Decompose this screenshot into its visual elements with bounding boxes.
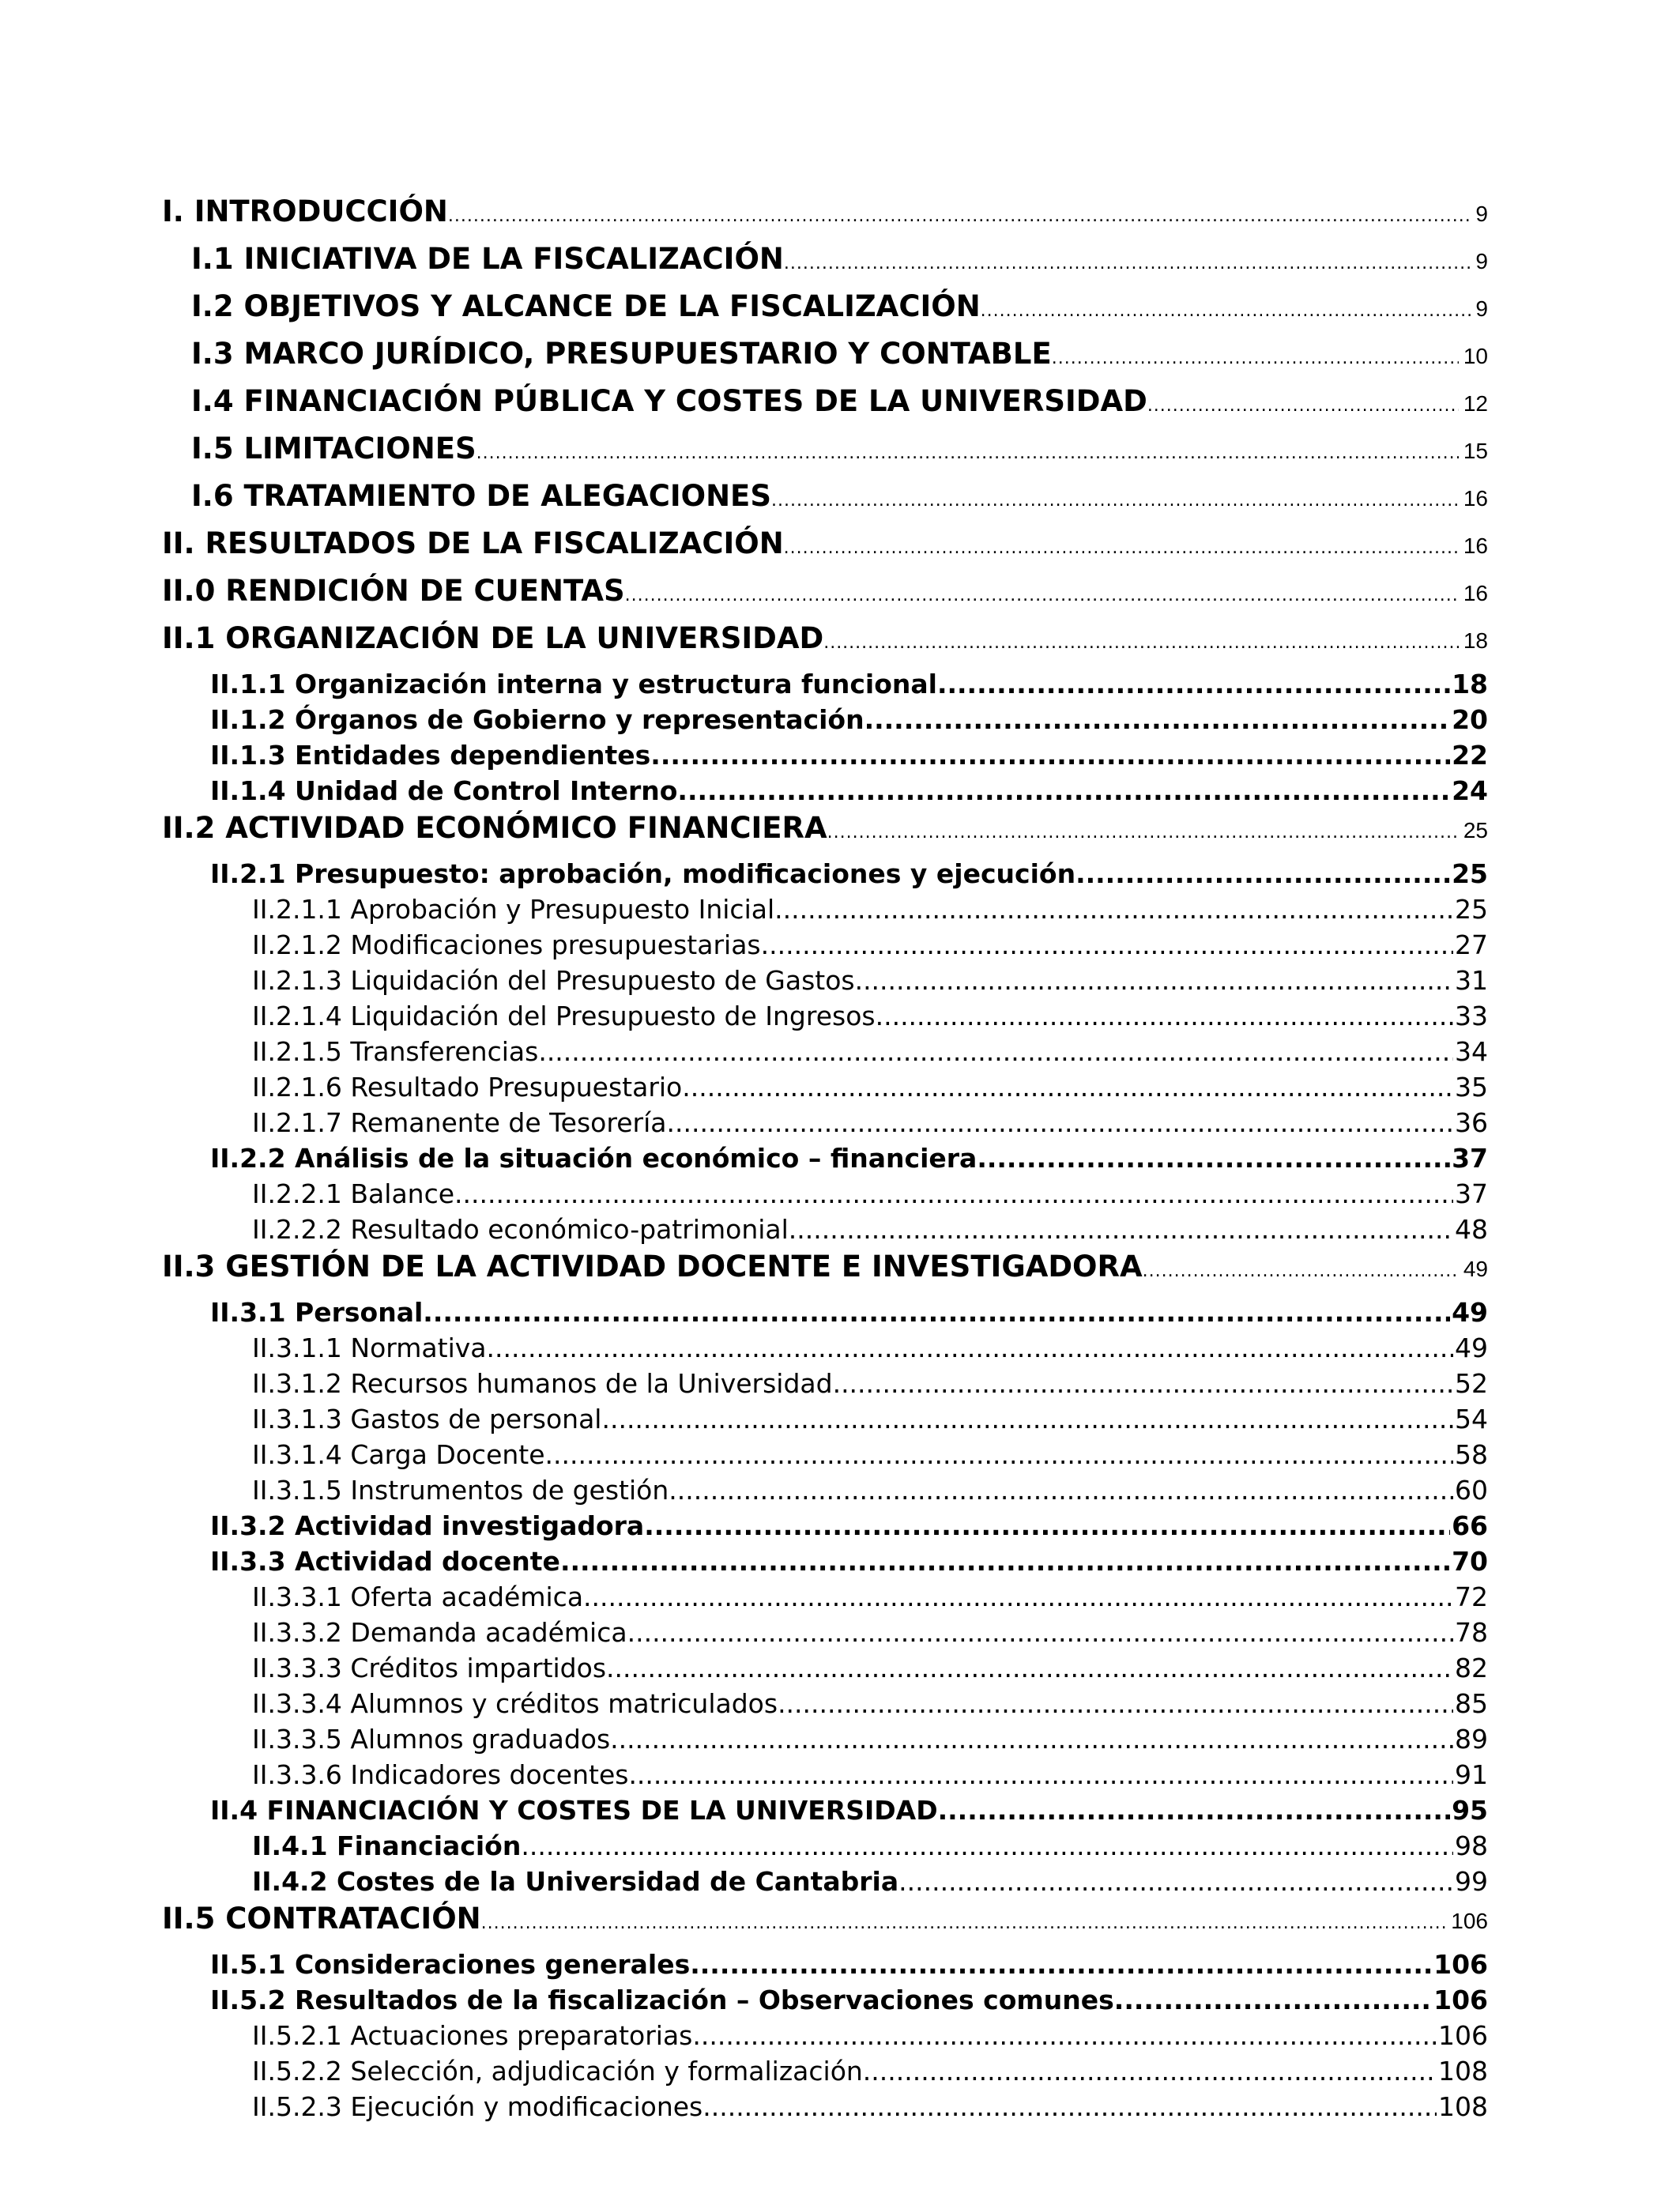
- toc-entry-title: II.4.2 Costes de la Universidad de Cantabria: [252, 1866, 899, 1897]
- toc-entry-title: II.3.3 Actividad docente: [210, 1546, 560, 1577]
- toc-entry-title: II. RESULTADOS DE LA FISCALIZACIÓN: [162, 526, 784, 560]
- toc-leader-dots: [1052, 349, 1459, 368]
- toc-entry[interactable]: [0, 1107, 1488, 1143]
- toc-entry-title: II.2.1.4 Liquidación del Presupuesto de Ingresos: [252, 1001, 876, 1031]
- toc-leader-dots: [981, 301, 1471, 321]
- toc-entry-page: 36: [1455, 1107, 1488, 1138]
- toc-entry-page: 49: [1463, 1257, 1488, 1281]
- toc-entry[interactable]: [0, 929, 1488, 965]
- toc-leader-dots: [855, 965, 1453, 996]
- toc-leader-dots: [864, 704, 1450, 735]
- toc-entry-title: II.1.3 Entidades dependientes: [210, 740, 651, 771]
- toc-entry-page: 9: [1475, 249, 1488, 273]
- toc-entry[interactable]: [0, 1475, 1488, 1510]
- toc-entry-title: I.6 TRATAMIENTO DE ALEGACIONES: [191, 479, 771, 513]
- toc-entry-page: 82: [1455, 1653, 1488, 1683]
- toc-leader-dots: [778, 1688, 1453, 1719]
- toc-leader-dots: [481, 1913, 1447, 1933]
- toc-leader-dots: [625, 586, 1459, 605]
- toc-entry-title: II.3.1.3 Gastos de personal: [252, 1404, 602, 1434]
- toc-entry-title: II.3.2 Actividad investigadora: [210, 1510, 645, 1541]
- toc-leader-dots: [560, 1546, 1450, 1577]
- toc-leader-dots: [448, 206, 1471, 226]
- toc-entry-title: II.0 RENDICIÓN DE CUENTAS: [162, 574, 625, 608]
- toc-entry-title: II.4 FINANCIACIÓN Y COSTES DE LA UNIVERSIDAD: [210, 1795, 938, 1826]
- toc-leader-dots: [833, 1368, 1453, 1399]
- toc-leader-dots: [977, 1143, 1450, 1174]
- toc-entry-page: 106: [1433, 1949, 1488, 1980]
- toc-entry[interactable]: [0, 242, 1488, 289]
- toc-entry-title: I.5 LIMITACIONES: [191, 432, 477, 466]
- toc-leader-dots: [827, 823, 1459, 843]
- toc-entry-title: II.1.2 Órganos de Gobierno y representación: [210, 704, 864, 735]
- toc-entry-page: 49: [1452, 1297, 1488, 1328]
- toc-entry-page: 22: [1452, 740, 1488, 771]
- toc-leader-dots: [644, 1510, 1450, 1541]
- toc-entry-page: 108: [1438, 2091, 1488, 2122]
- toc-entry-title: II.5.2.3 Ejecución y modificaciones: [252, 2091, 703, 2122]
- toc-entry-page: 89: [1455, 1724, 1488, 1755]
- toc-entry[interactable]: [0, 1902, 1488, 1949]
- toc-entry-title: I.3 MARCO JURÍDICO, PRESUPUESTARIO Y CONTABLE: [191, 337, 1052, 371]
- toc-leader-dots: [771, 491, 1459, 511]
- toc-entry-page: 25: [1452, 858, 1488, 889]
- toc-entry-page: 12: [1463, 391, 1488, 416]
- toc-entry[interactable]: [0, 1178, 1488, 1214]
- toc-entry[interactable]: [0, 1688, 1488, 1724]
- toc-entry-page: 106: [1438, 2020, 1488, 2051]
- toc-entry-title: II.2.1.7 Remanente de Tesorería: [252, 1107, 667, 1138]
- toc-leader-dots: [876, 1001, 1453, 1031]
- toc-leader-dots: [761, 929, 1453, 960]
- toc-entry-page: 54: [1455, 1404, 1488, 1434]
- toc-entry-title: II.5.2.2 Selección, adjudicación y formalización.: [252, 2056, 872, 2087]
- toc-entry-title: II.3.3.1 Oferta académica: [252, 1581, 584, 1612]
- toc-entry-title: II.5.2 Resultados de la fiscalización – Observaciones comunes: [210, 1985, 1114, 2015]
- toc-leader-dots: [610, 1724, 1453, 1755]
- toc-entry-title: II.5.1 Consideraciones generales: [210, 1949, 691, 1980]
- toc-leader-dots: [487, 1333, 1453, 1363]
- toc-entry[interactable]: [0, 194, 1488, 242]
- toc-entry[interactable]: [0, 337, 1488, 384]
- toc-entry[interactable]: [0, 669, 1488, 704]
- toc-entry[interactable]: [0, 2091, 1488, 2127]
- toc-entry-page: 99: [1455, 1866, 1488, 1897]
- toc-leader-dots: [784, 538, 1459, 558]
- toc-entry-page: 16: [1463, 581, 1488, 605]
- toc-entry-title: I.1 INICIATIVA DE LA FISCALIZACIÓN: [191, 242, 784, 276]
- toc-entry-page: 24: [1452, 775, 1488, 806]
- toc-entry-title: II.2 ACTIVIDAD ECONÓMICO FINANCIERA: [162, 811, 827, 845]
- toc-leader-dots: [703, 2091, 1437, 2122]
- toc-entry-page: 10: [1463, 344, 1488, 368]
- toc-entry-title: II.2.2 Análisis de la situación económico – financiera: [210, 1143, 977, 1174]
- toc-entry-page: 16: [1463, 486, 1488, 511]
- toc-entry[interactable]: [0, 1297, 1488, 1333]
- toc-entry-page: 95: [1452, 1795, 1488, 1826]
- toc-entry[interactable]: [0, 1001, 1488, 1036]
- toc-entry[interactable]: [0, 1759, 1488, 1795]
- toc-leader-dots: [774, 894, 1453, 925]
- toc-entry-title: II.1.4 Unidad de Control Interno: [210, 775, 678, 806]
- toc-entry-page: 108: [1438, 2056, 1488, 2087]
- toc-leader-dots: [690, 1949, 1432, 1980]
- toc-entry[interactable]: [0, 894, 1488, 929]
- toc-entry[interactable]: [0, 1404, 1488, 1439]
- toc-entry-page: 15: [1463, 439, 1488, 463]
- toc-leader-dots: [606, 1653, 1453, 1683]
- toc-leader-dots: [583, 1581, 1453, 1612]
- toc-entry[interactable]: [0, 858, 1488, 894]
- toc-leader-dots: [938, 1795, 1450, 1826]
- toc-leader-dots: [682, 1072, 1453, 1103]
- toc-entry-page: 70: [1452, 1546, 1488, 1577]
- toc-entry-page: 18: [1452, 669, 1488, 699]
- toc-entry-page: 16: [1463, 533, 1488, 558]
- toc-leader-dots: [823, 633, 1459, 653]
- toc-entry-page: 98: [1455, 1830, 1488, 1861]
- toc-entry-title: II.5.2.1 Actuaciones preparatorias: [252, 2020, 693, 2051]
- toc-entry[interactable]: [0, 384, 1488, 432]
- toc-entry[interactable]: [0, 1581, 1488, 1617]
- toc-entry-title: II.3.3.3 Créditos impartidos: [252, 1653, 607, 1683]
- toc-entry-page: 58: [1455, 1439, 1488, 1470]
- toc-entry[interactable]: [0, 1250, 1488, 1297]
- toc-entry-page: 52: [1455, 1368, 1488, 1399]
- toc-entry[interactable]: [0, 1036, 1488, 1072]
- toc-leader-dots: [650, 740, 1450, 771]
- toc-entry-title: II.2.1.1 Aprobación y Presupuesto Inicial: [252, 894, 775, 925]
- toc-entry-title: I. INTRODUCCIÓN: [162, 194, 448, 228]
- toc-entry[interactable]: [0, 1985, 1488, 2020]
- toc-entry-title: II.1.1 Organización interna y estructura funcional: [210, 669, 937, 699]
- toc-entry-page: 34: [1455, 1036, 1488, 1067]
- toc-entry[interactable]: [0, 289, 1488, 337]
- toc-leader-dots: [521, 1830, 1453, 1861]
- toc-entry-title: II.3.3.2 Demanda académica: [252, 1617, 627, 1648]
- toc-entry-page: 25: [1463, 818, 1488, 843]
- toc-entry-title: II.3 GESTIÓN DE LA ACTIVIDAD DOCENTE E INVESTIGADORA: [162, 1250, 1143, 1284]
- toc-entry[interactable]: [0, 1866, 1488, 1902]
- toc-entry[interactable]: [0, 965, 1488, 1001]
- toc-entry[interactable]: [0, 1143, 1488, 1178]
- toc-entry[interactable]: [0, 432, 1488, 479]
- toc-leader-dots: [1075, 858, 1450, 889]
- toc-entry-page: 35: [1455, 1072, 1488, 1103]
- toc-entry-title: II.3.1.1 Normativa: [252, 1333, 487, 1363]
- toc-entry-title: II.2.2.1 Balance: [252, 1178, 455, 1209]
- toc-entry-page: 91: [1455, 1759, 1488, 1790]
- toc-entry-title: II.4.1 Financiación: [252, 1830, 522, 1861]
- toc-entry[interactable]: [0, 1724, 1488, 1759]
- toc-entry-title: II.3.3.5 Alumnos graduados: [252, 1724, 611, 1755]
- toc-entry-title: II.2.2.2 Resultado económico-patrimonial: [252, 1214, 789, 1245]
- toc-entry[interactable]: [0, 1510, 1488, 1546]
- toc-entry-title: II.3.3.6 Indicadores docentes: [252, 1759, 629, 1790]
- toc-entry[interactable]: [0, 1795, 1488, 1830]
- toc-entry-page: 85: [1455, 1688, 1488, 1719]
- toc-entry[interactable]: [0, 811, 1488, 858]
- toc-entry-page: 20: [1452, 704, 1488, 735]
- toc-leader-dots: [871, 2056, 1437, 2087]
- toc-entry-title: II.2.1 Presupuesto: aprobación, modificaciones y ejecución: [210, 858, 1076, 889]
- toc-entry-title: II.2.1.5 Transferencias: [252, 1036, 539, 1067]
- toc-entry[interactable]: [0, 1368, 1488, 1404]
- toc-entry-title: II.2.1.6 Resultado Presupuestario: [252, 1072, 683, 1103]
- toc-entry-page: 60: [1455, 1475, 1488, 1506]
- toc-entry-page: 66: [1452, 1510, 1488, 1541]
- toc-entry-page: 37: [1455, 1178, 1488, 1209]
- toc-entry-title: II.5 CONTRATACIÓN: [162, 1902, 481, 1936]
- toc-entry-page: 106: [1433, 1985, 1488, 2015]
- toc-entry-title: II.3.1.2 Recursos humanos de la Universidad: [252, 1368, 833, 1399]
- toc-leader-dots: [669, 1475, 1453, 1506]
- toc-entry-page: 9: [1475, 296, 1488, 321]
- toc-leader-dots: [677, 775, 1450, 806]
- toc-entry-title: II.3.1.4 Carga Docente: [252, 1439, 545, 1470]
- toc-leader-dots: [601, 1404, 1453, 1434]
- toc-entry-page: 31: [1455, 965, 1488, 996]
- toc-leader-dots: [545, 1439, 1453, 1470]
- toc-leader-dots: [1114, 1985, 1432, 2015]
- toc-entry[interactable]: [0, 574, 1488, 621]
- toc-leader-dots: [627, 1617, 1453, 1648]
- toc-entry-page: 37: [1452, 1143, 1488, 1174]
- toc-leader-dots: [789, 1214, 1453, 1245]
- toc-entry-page: 18: [1463, 628, 1488, 653]
- toc-entry[interactable]: [0, 704, 1488, 740]
- toc-entry-page: 48: [1455, 1214, 1488, 1245]
- toc-entry-page: 106: [1451, 1909, 1488, 1933]
- toc-entry[interactable]: [0, 1333, 1488, 1368]
- toc-leader-dots: [692, 2020, 1437, 2051]
- toc-leader-dots: [1147, 396, 1459, 416]
- toc-entry[interactable]: [0, 740, 1488, 775]
- toc-entry-title: II.3.3.4 Alumnos y créditos matriculados: [252, 1688, 778, 1719]
- toc-entry[interactable]: [0, 479, 1488, 526]
- toc-leader-dots: [628, 1759, 1453, 1790]
- toc-entry-page: 27: [1455, 929, 1488, 960]
- toc-entry[interactable]: [0, 775, 1488, 811]
- toc-entry-page: 49: [1455, 1333, 1488, 1363]
- toc-entry[interactable]: [0, 1214, 1488, 1250]
- toc-leader-dots: [666, 1107, 1453, 1138]
- toc-entry-page: 9: [1475, 202, 1488, 226]
- toc-leader-dots: [1143, 1261, 1459, 1281]
- toc-entry-page: 25: [1455, 894, 1488, 925]
- toc-leader-dots: [538, 1036, 1453, 1067]
- table-of-contents: [0, 194, 1680, 2127]
- toc-entry[interactable]: [0, 1949, 1488, 1985]
- toc-entry-page: 33: [1455, 1001, 1488, 1031]
- toc-entry[interactable]: [0, 1830, 1488, 1866]
- toc-entry-title: I.2 OBJETIVOS Y ALCANCE DE LA FISCALIZACIÓN: [191, 289, 981, 323]
- toc-entry-page: 72: [1455, 1581, 1488, 1612]
- toc-leader-dots: [477, 443, 1459, 463]
- toc-entry-page: 78: [1455, 1617, 1488, 1648]
- toc-leader-dots: [898, 1866, 1453, 1897]
- toc-leader-dots: [423, 1297, 1450, 1328]
- toc-entry[interactable]: [0, 1653, 1488, 1688]
- toc-entry-title: II.2.1.3 Liquidación del Presupuesto de Gastos: [252, 965, 855, 996]
- toc-entry[interactable]: [0, 621, 1488, 669]
- toc-entry[interactable]: [0, 1546, 1488, 1581]
- toc-leader-dots: [937, 669, 1450, 699]
- toc-entry[interactable]: [0, 1072, 1488, 1107]
- toc-entry[interactable]: [0, 526, 1488, 574]
- toc-entry-title: II.2.1.2 Modificaciones presupuestarias: [252, 929, 761, 960]
- toc-entry[interactable]: [0, 2020, 1488, 2056]
- toc-entry-title: II.1 ORGANIZACIÓN DE LA UNIVERSIDAD: [162, 621, 824, 655]
- toc-leader-dots: [784, 254, 1471, 273]
- toc-entry[interactable]: [0, 2056, 1488, 2091]
- toc-entry[interactable]: [0, 1617, 1488, 1653]
- toc-entry-title: II.3.1 Personal: [210, 1297, 424, 1328]
- toc-entry-title: II.3.1.5 Instrumentos de gestión: [252, 1475, 669, 1506]
- toc-leader-dots: [454, 1178, 1453, 1209]
- toc-entry-title: I.4 FINANCIACIÓN PÚBLICA Y COSTES DE LA UNIVERSIDAD: [191, 384, 1147, 418]
- toc-entry[interactable]: [0, 1439, 1488, 1475]
